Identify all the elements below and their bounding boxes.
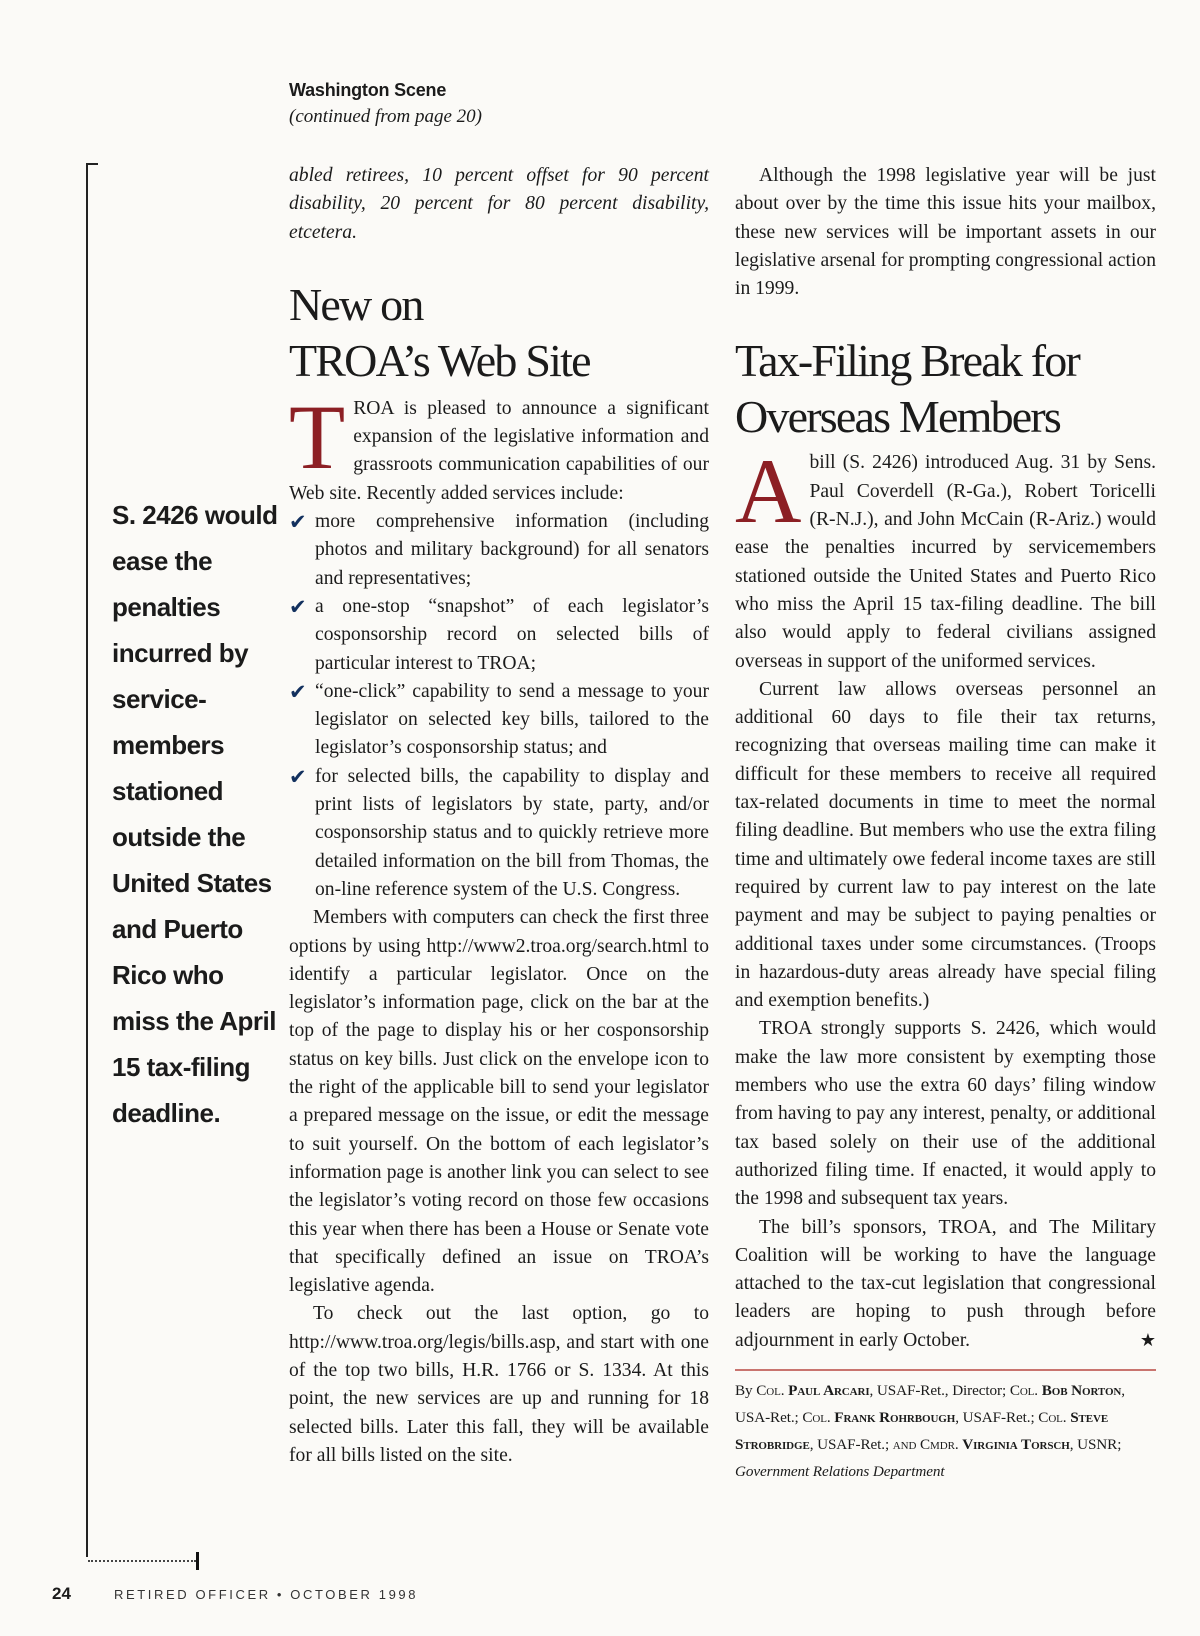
byline-rank: Cmdr.	[920, 1435, 959, 1453]
byline	[735, 1377, 1156, 1485]
checkmark-icon: ✔	[289, 510, 307, 535]
headline-web-site-line2: TROA’s Web Site	[289, 334, 590, 386]
byline-name: Steve Strobridge	[735, 1408, 1109, 1453]
list-item-text: a one-stop “snapshot” of each legislator’s cosponsorship record on selected bills of particular interest to TROA;	[315, 595, 709, 674]
current-law-paragraph: Current law allows overseas personnel an additional 60 days to file their tax returns, recognizing that overseas mailing time can make it difficult for these members to receive all required tax-related documents in time to meet the normal filing deadline. But members who use the extra filing time and ultimately owe federal income taxes are still required by current law to pay interest on the late payment and may be subject to paying penalties or additional taxes under some circumstances. (Troops in hazardous-duty areas already have special filing and exemption benefits.)	[735, 678, 1156, 1012]
article-column-2	[735, 162, 1156, 1485]
byline-role: , USNR;	[1069, 1435, 1122, 1453]
byline-role: , USAF-Ret.;	[809, 1435, 893, 1453]
legislative-year-paragraph: Although the 1998 legislative year will be just about over by the time this issue hits your mailbox, these new services will be important assets in our legislative arsenal for prompting congressional action in 1999.	[735, 165, 1156, 300]
checkmark-icon: ✔	[289, 594, 307, 619]
byline-rank: Col.	[756, 1381, 785, 1399]
headline-tax-filing-line2: Overseas Members	[735, 391, 1061, 443]
list-item	[289, 763, 709, 904]
byline-rank: Col.	[802, 1408, 831, 1426]
byline-department: Government Relations Department	[735, 1462, 945, 1480]
list-item-text: for selected bills, the capability to display and print lists of legislators by state, party, and/or cosponsorship status and to quickly retrieve more detailed information on the bill from Thomas, the on-line reference system of the U.S. Congress.	[315, 765, 709, 900]
sidebar-bracket-dotted-rule	[88, 1560, 196, 1562]
byline-name: Bob Norton	[1041, 1381, 1122, 1399]
byline-and: and	[892, 1435, 917, 1453]
drop-cap-t: T	[289, 385, 346, 488]
star-icon: ★	[1139, 1329, 1156, 1351]
byline-name: Virginia Torsch	[962, 1435, 1070, 1453]
magazine-folio: RETIRED OFFICER • OCTOBER 1998	[114, 1587, 419, 1602]
byline-name: Frank Rohrbough	[834, 1408, 956, 1426]
headline-web-site	[289, 277, 709, 389]
services-list	[289, 508, 709, 904]
troa-supports-paragraph: TROA strongly supports S. 2426, which would make the law more consistent by exempting those members who use the extra 60 days’ filing window from having to pay any interest, penalty, or additional tax based solely on their use of the additional authorized filing time. If enacted, it would apply to the 1998 and subsequent tax years.	[735, 1018, 1156, 1210]
byline-rule	[735, 1369, 1156, 1371]
drop-cap-a: A	[735, 440, 802, 543]
tax-intro	[735, 440, 1156, 675]
byline-by: By	[735, 1381, 753, 1399]
lead-in-text: abled retirees, 10 percent offset for 90 percent disability, 20 percent for 80 percent disability, etcetera.	[289, 165, 709, 243]
headline-web-site-line1: New on	[289, 278, 423, 330]
tax-intro-text: bill (S. 2426) introduced Aug. 31 by Sens. Paul Coverdell (R-Ga.), Robert Toricelli (R-N.J.), and John McCain (R-Ariz.) would ease the penalties incurred by servicemembers stationed outside the United States and Puerto Rico who miss the April 15 tax-filing deadline. The bill also would apply to federal civilians assigned overseas in support of the uniformed services.	[735, 452, 1156, 672]
list-item-text: “one-click” capability to send a message to your legislator on selected key bills, tailored to the legislator’s cosponsorship status; and	[315, 680, 709, 759]
members-paragraph: Members with computers can check the first three options by using http://www2.troa.org/search.html to identify a particular legislator. Once on the legislator’s information page, click on the bar at the top of the page to display his or her cosponsorship status on key bills. Just click on the envelope icon to the right of the applicable bill to send your legislator a prepared message on the issue, or edit the message to suit yourself. On the bottom of each legislator’s information page is another link you can select to see the legislator’s voting record on those few occasions this year when there has been a House or Senate vote that specifically defined an issue on TROA’s legislative agenda.	[289, 907, 709, 1297]
sidebar-bracket-end-tick	[196, 1552, 199, 1570]
check-out-paragraph: To check out the last option, go to http://www.troa.org/legis/bills.asp, and start with one of the top two bills, H.R. 1766 or S. 1334. At this point, the new services are up and running for 18 selected bills. Later this fall, they will be available for all bills listed on the site.	[289, 1303, 709, 1466]
byline-name: Paul Arcari	[788, 1381, 870, 1399]
byline-rank: Col.	[1009, 1381, 1039, 1399]
pull-quote: S. 2426 would ease the penalties incurred by service-members stationed outside the United States and Puerto Rico who miss the April 15 tax-filing deadline.	[112, 500, 278, 1128]
page-number: 24	[52, 1584, 71, 1603]
web-site-intro-text: ROA is pleased to announce a significant expansion of the legislative information and grassroots communication capabilities of our Web site. Recently added services include:	[289, 397, 709, 504]
byline-role: , USAF-Ret., Director;	[869, 1381, 1010, 1399]
byline-role: , USAF-Ret.;	[955, 1408, 1039, 1426]
list-item-text: more comprehensive information (including photos and military background) for all senators and representatives;	[315, 511, 709, 589]
continued-note: (continued from page 20)	[289, 106, 482, 127]
list-item	[289, 678, 709, 763]
checkmark-icon: ✔	[289, 764, 307, 789]
headline-tax-filing-line1: Tax-Filing Break for	[735, 335, 1080, 387]
sponsors-paragraph-text: The bill’s sponsors, TROA, and The Military Coalition will be working to have the language attached to the tax-cut legislation that congressional leaders are hoping to push through before adjournment in early October.	[735, 1216, 1156, 1351]
sidebar-bracket-rule	[86, 163, 88, 1557]
checkmark-icon: ✔	[289, 679, 307, 704]
web-site-intro	[289, 385, 709, 508]
byline-rank: Col.	[1038, 1408, 1067, 1426]
article-column-1	[289, 162, 709, 1470]
list-item	[289, 593, 709, 678]
list-item	[289, 508, 709, 593]
byline-role: , USA-Ret.;	[735, 1381, 1125, 1426]
section-title: Washington Scene	[289, 80, 447, 100]
headline-tax-filing	[735, 333, 1156, 445]
sponsors-paragraph	[735, 1214, 1156, 1355]
